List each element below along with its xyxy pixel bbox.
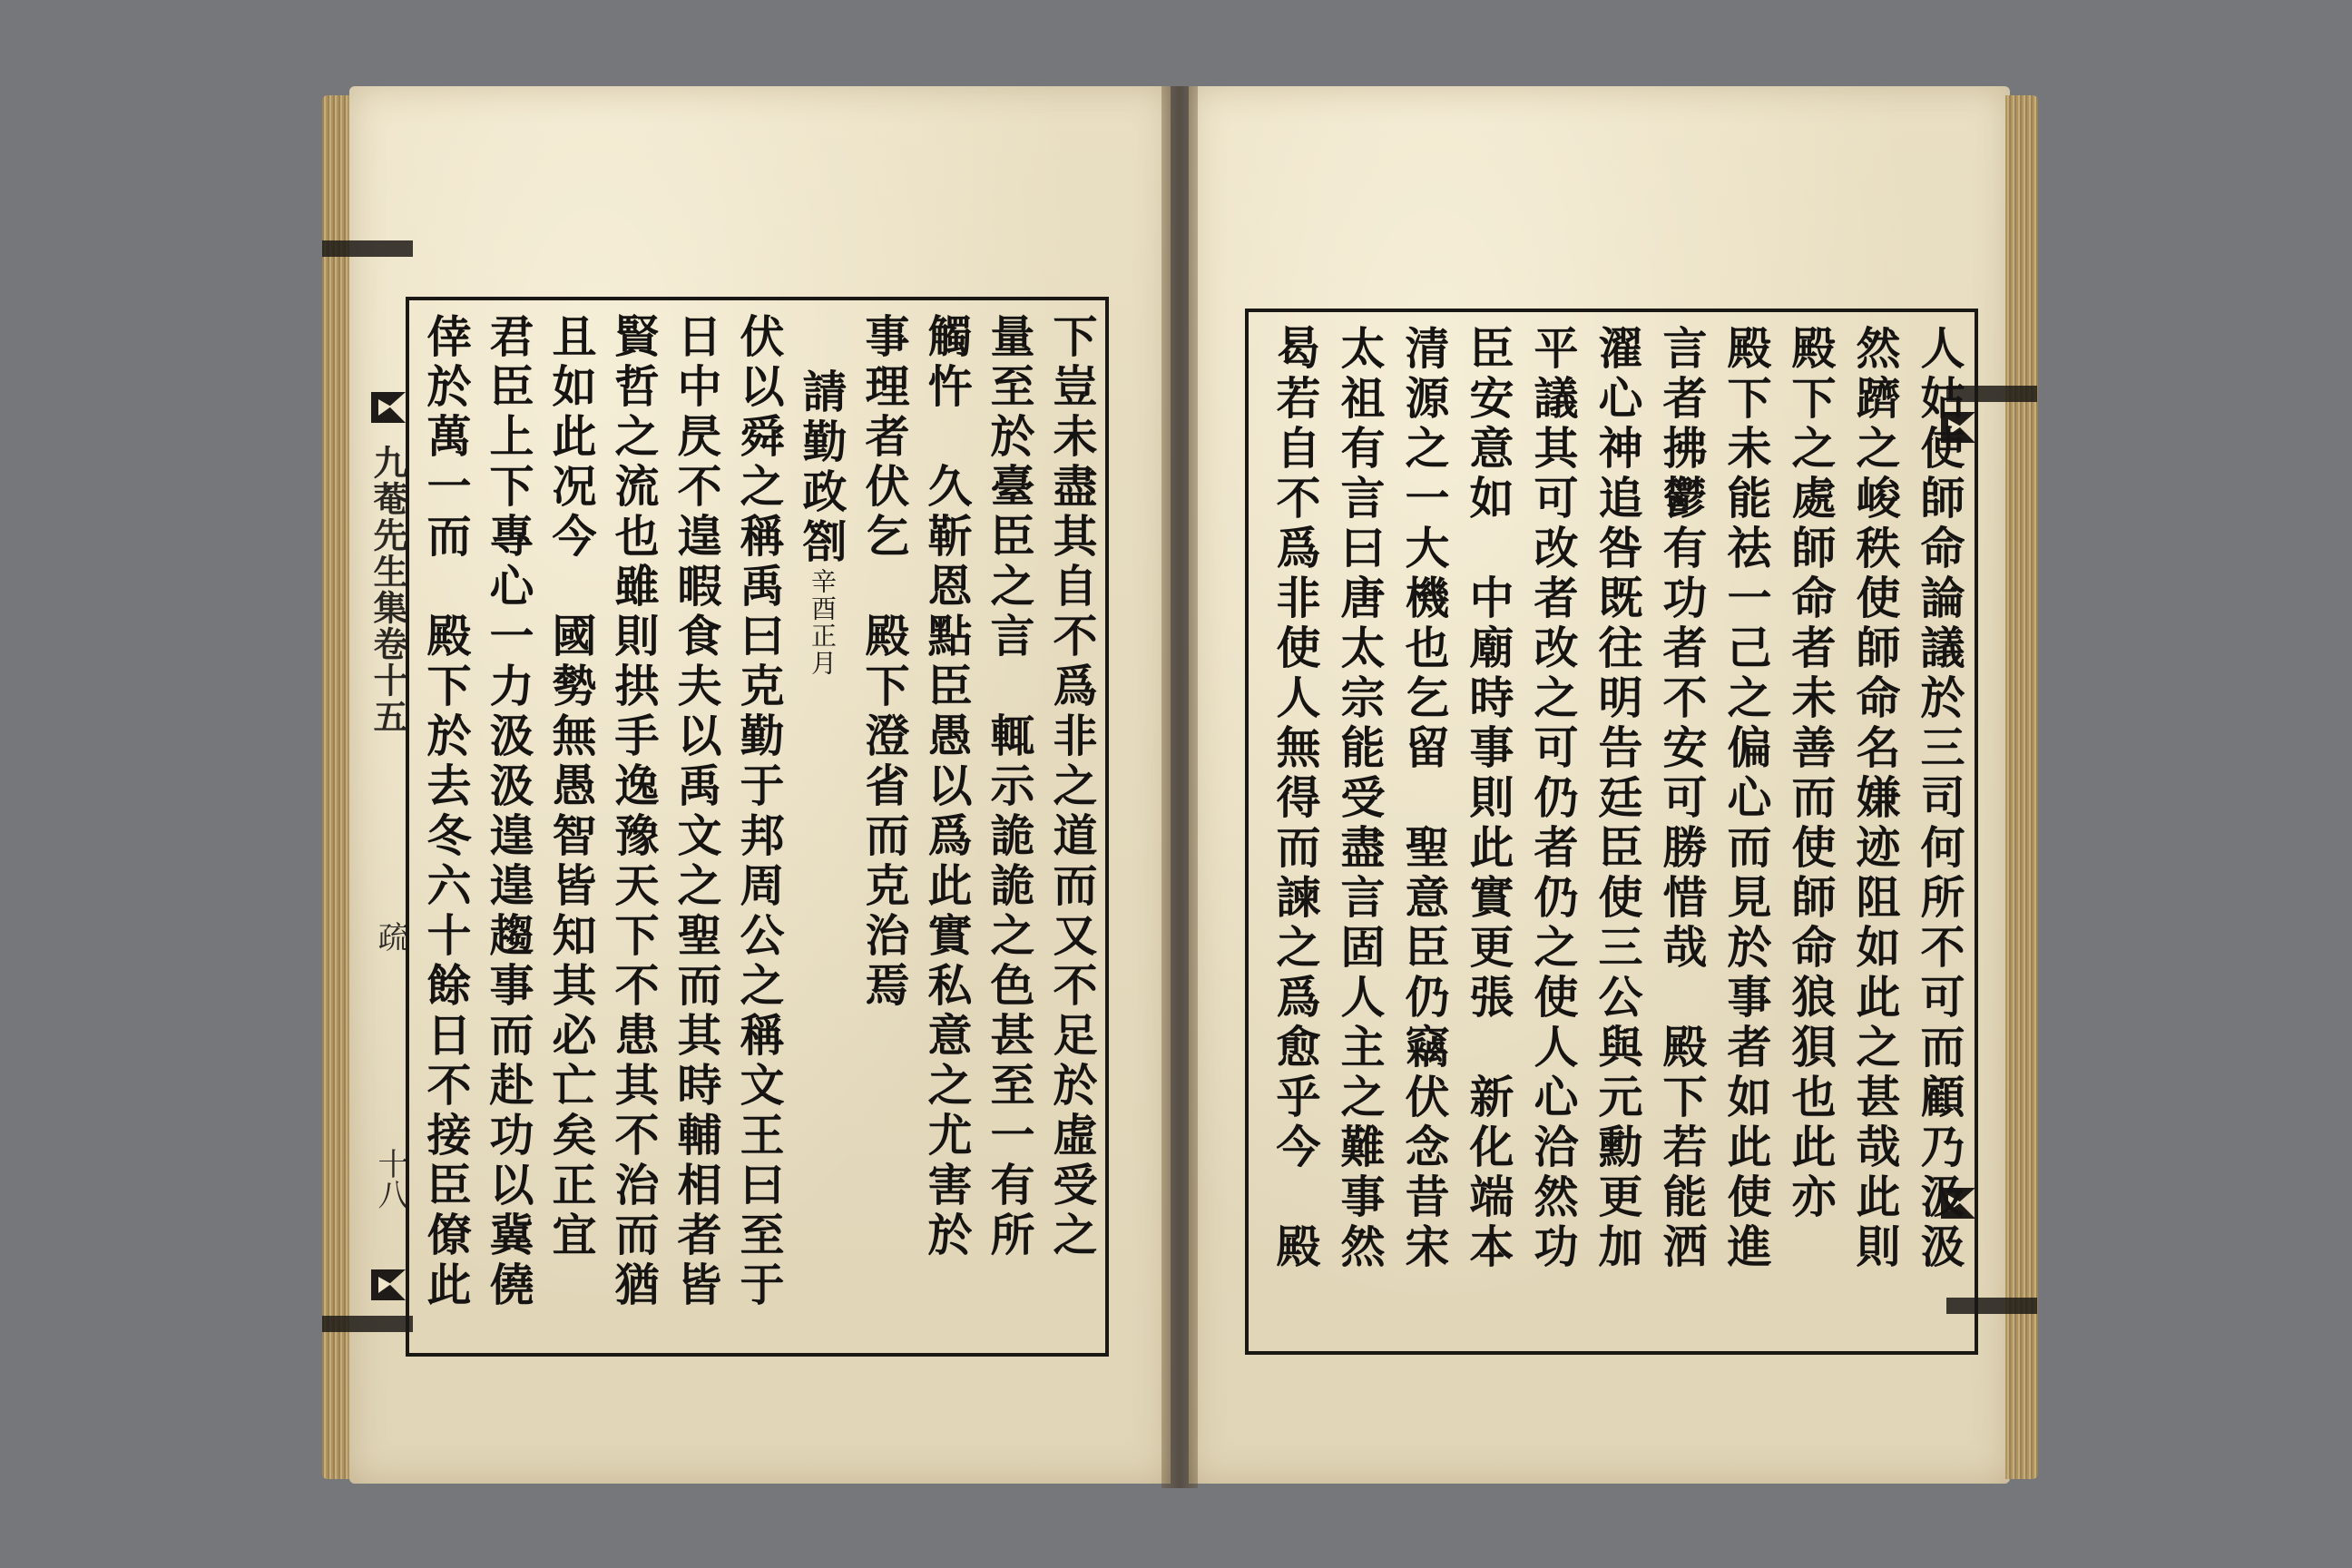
date-note: 辛酉正月: [808, 568, 838, 677]
text-column: 下豈未盡其自不爲非之道而又不足於虛受之: [1046, 313, 1099, 1261]
heading-text: 請勤政劄: [796, 368, 848, 568]
text-column: 倖於萬一而 殿下於去冬六十餘日不接臣僚此: [420, 313, 473, 1311]
text-column: 量至於臺臣之言 輒示詭詭之色甚至一有所: [984, 313, 1036, 1261]
book-gutter: [1161, 86, 1198, 1488]
section-heading: [795, 368, 849, 677]
text-column: 觸忤 久靳恩點臣愚以爲此實私意之尤害於: [921, 313, 974, 1261]
text-column: 人姑使師命論議於三司何所不可而顧乃汲汲: [1914, 325, 1966, 1273]
text-column: 且如此况今 國勢無愚智皆知其必亡矣正宜: [545, 313, 598, 1261]
section-label-margin: 疏: [372, 921, 408, 952]
text-column: 曷若自不爲非使人無得而諫之爲愈乎今 殿: [1269, 325, 1322, 1273]
text-column: 濯心神追咎既往明告廷臣使三公與元勳更加: [1592, 325, 1644, 1273]
text-column: 言者拂鬱有功者不安可勝惜哉 殿下若能洒: [1656, 325, 1709, 1273]
page-number-margin: 十八: [372, 1148, 408, 1210]
fish-tail-mark-upper-icon: [369, 388, 407, 426]
book-title-margin: 九菴先生集卷十五: [368, 445, 408, 735]
text-column: 賢哲之流也雖則拱手逸豫天下不患其不治而猶: [608, 313, 661, 1311]
text-column: 殿下之處師命者未善而使師命狼狽也此亦: [1785, 325, 1838, 1223]
left-text-frame: [406, 297, 1109, 1357]
right-text-frame: [1245, 309, 1978, 1355]
text-column: 伏以舜之稱禹曰克勤于邦周公之稱文王曰至于: [733, 313, 786, 1311]
text-column: 太祖有言曰唐太宗能受盡言固人主之難事然: [1334, 325, 1387, 1273]
right-page-edges: [2005, 95, 2038, 1479]
text-column: 日中昃不遑暇食夫以禹文之聖而其時輔相者皆: [671, 313, 723, 1311]
text-column: 平議其可改者改之可仍者仍之使人心洽然功: [1527, 325, 1580, 1273]
fish-tail-mark-lower-icon: [369, 1266, 407, 1304]
text-column: 君臣上下專心一力汲汲遑遑趨事而赴功以冀僥: [483, 313, 535, 1311]
text-column: 事理者伏乞 殿下澄省而克治焉: [858, 313, 911, 1012]
open-book: [322, 86, 2037, 1488]
binding-thread-bottom-left: [322, 1316, 413, 1332]
text-column: 殿下未能祛一己之偏心而見於事者如此使進: [1720, 325, 1773, 1273]
text-column: 清源之一大機也乞留 聖意臣仍竊伏念昔宋: [1398, 325, 1451, 1273]
text-column: 然躋之峻秩使師命名嫌迹阻如此之甚哉此則: [1849, 325, 1902, 1273]
binding-thread-top-left: [322, 240, 413, 257]
text-column: 臣安意如 中廟時事則此實更張 新化端本: [1463, 325, 1515, 1273]
